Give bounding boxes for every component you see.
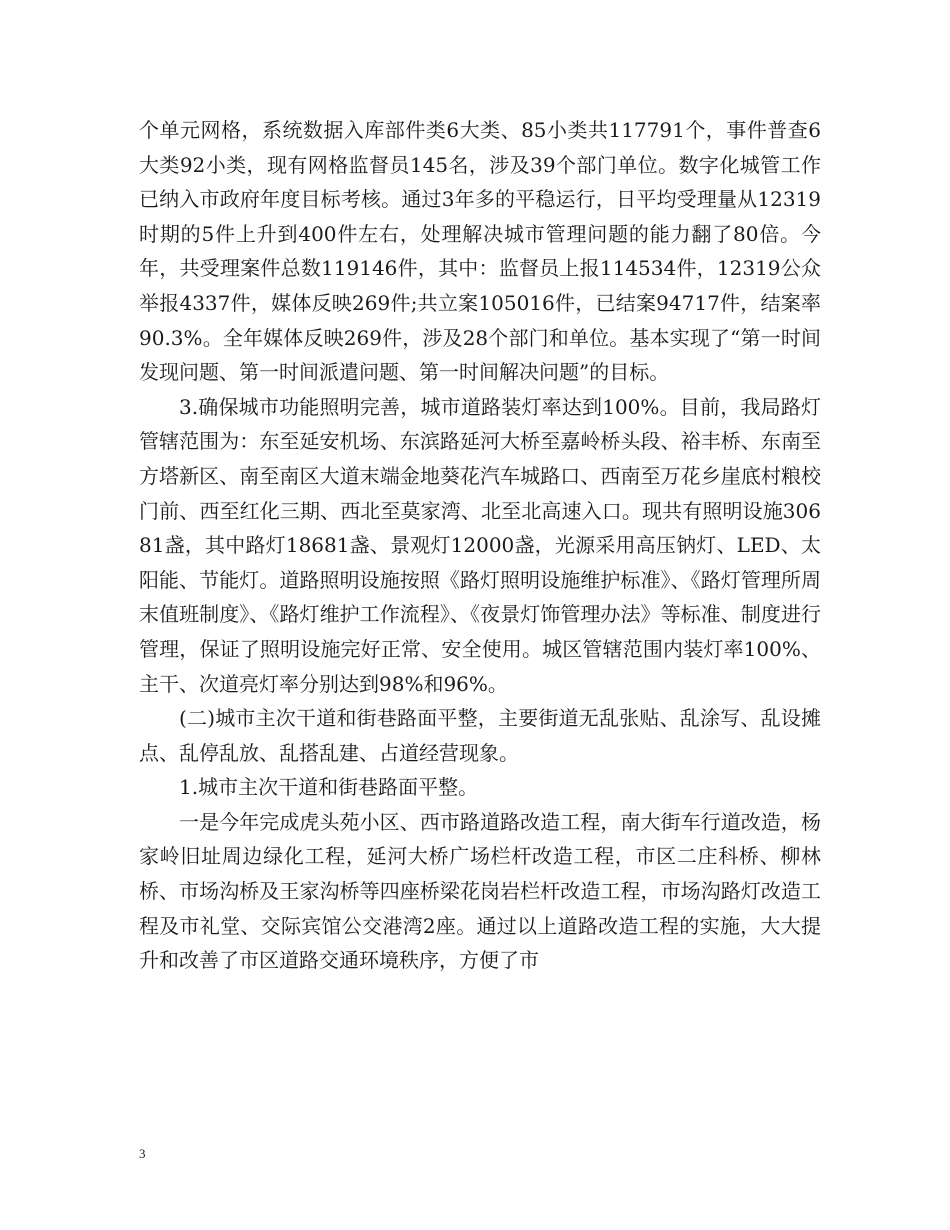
paragraph-2: 3.确保城市功能照明完善，城市道路装灯率达到100%。目前，我局路灯管辖范围为：东至延安机场、东滨路延河大桥至嘉岭桥头段、裕丰桥、东南至方塔新区、南至南区大道末端金地葵花汽车城路口、西南至万花乡崖底村粮校门前、西至红化三期、西北至莫家湾、北至北高速入口。现共有照明设施30681盏，其中路灯18681盏、景观灯12000盏，光源采用高压钠灯、LED、太阳能、节能灯。道路照明设施按照《路灯照明设施维护标准》、《路灯管理所周末值班制度》、《路灯维护工作流程》、《夜景灯饰管理办法》等标准、制度进行管理，保证了照明设施完好正常、安全使用。城区管辖范围内装灯率100%、主干、次道亮灯率分别达到98%和96%。 <box>139 394 821 696</box>
document-body <box>139 113 821 978</box>
paragraph-5: 一是今年完成虎头苑小区、西市路道路改造工程，南大街车行道改造，杨家岭旧址周边绿化工程，延河大桥广场栏杆改造工程，市区二庄科桥、柳林桥、市场沟桥及王家沟桥等四座桥梁花岗岩栏杆改造工程，市场沟路灯改造工程及市礼堂、交际宾馆公交港湾2座。通过以上道路改造工程的实施，大大提升和改善了市区道路交通环境秩序，方便了市 <box>139 809 821 973</box>
paragraph-3: (二)城市主次干道和街巷路面平整，主要街道无乱张贴、乱涂写、乱设摊点、乱停乱放、乱搭乱建、占道经营现象。 <box>139 706 821 765</box>
page-number: 3 <box>139 1146 146 1161</box>
paragraph-4: 1.城市主次干道和街巷路面平整。 <box>179 775 479 800</box>
paragraph-1: 个单元网格，系统数据入库部件类6大类、85小类共117791个，事件普查6大类92小类，现有网格监督员145名，涉及39个部门单位。数字化城管工作已纳入市政府年度目标考核。通过3年多的平稳运行，日平均受理量从12319时期的5件上升到400件左右，处理解决城市管理问题的能力翻了80倍。今年，共受理案件总数119146件，其中：监督员上报114534件，12319公众举报4337件，媒体反映269件;共立案105016件，已结案94717件，结案率90.3%。全年媒体反映269件，涉及28个部门和单位。基本实现了“第一时间发现问题、第一时间派遣问题、第一时间解决问题”的目标。 <box>139 118 821 385</box>
